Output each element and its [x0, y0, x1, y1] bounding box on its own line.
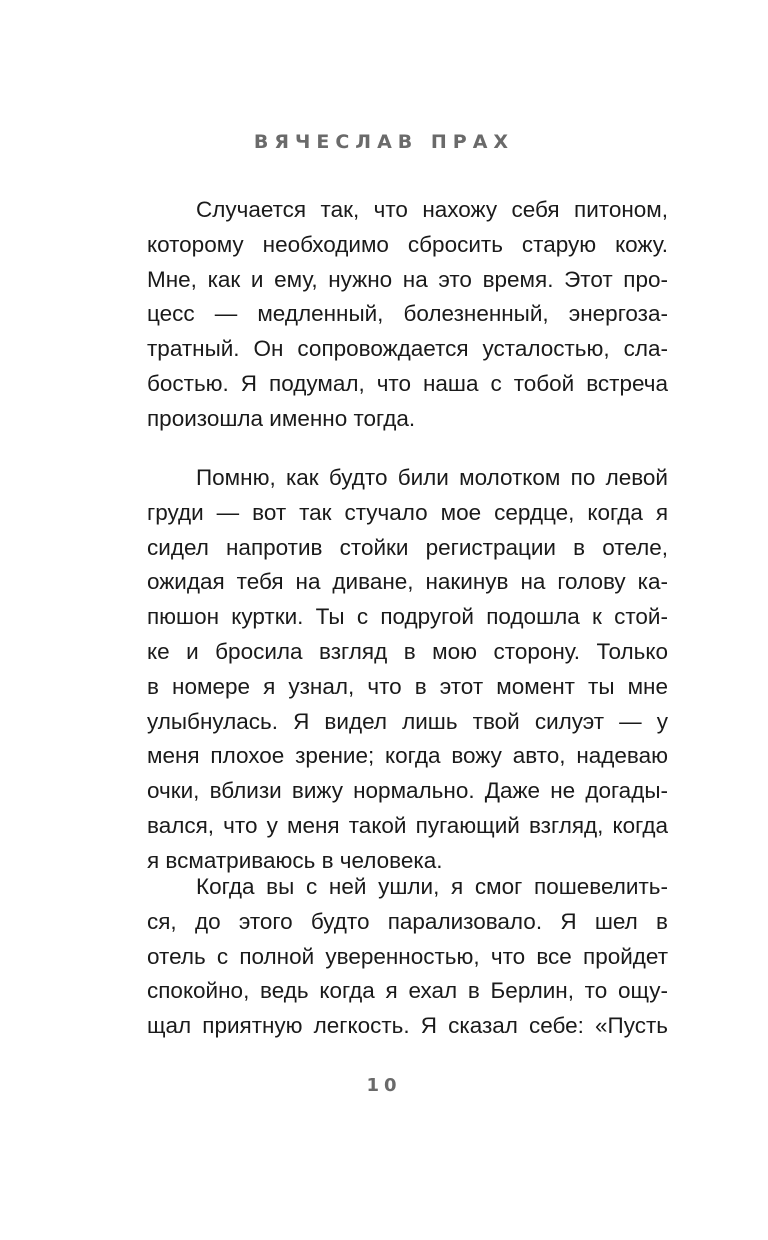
- text-line: бостью. Я подумал, что наша с тобой встреча: [147, 370, 668, 396]
- text-line: груди — вот так стучало мое сердце, когда я: [147, 499, 668, 525]
- text-line: сидел напротив стойки регистрации в отеле,: [147, 534, 668, 560]
- text-line: вался, что у меня такой пугающий взгляд, когда: [147, 812, 668, 838]
- text-line: щал приятную легкость. Я сказал себе: «Пусть: [147, 1013, 668, 1039]
- text-line: пюшон куртки. Ты с подругой подошла к стой-: [147, 604, 668, 630]
- text-line: Мне, как и ему, нужно на это время. Этот про-: [147, 266, 668, 292]
- text-line: Случается так, что нахожу себя питоном,: [196, 197, 668, 222]
- text-line: я всматриваюсь в человека.: [147, 847, 443, 873]
- text-line: произошла именно тогда.: [147, 405, 416, 431]
- text-line: отель с полной уверенностью, что все пройдет: [147, 943, 668, 969]
- running-head-author: ВЯЧЕСЛАВ ПРАХ: [253, 131, 515, 153]
- text-line: Помню, как будто били молотком по левой: [196, 465, 668, 490]
- text-line: которому необходимо сбросить старую кожу.: [147, 231, 668, 257]
- text-line: меня плохое зрение; когда вожу авто, надеваю: [147, 743, 668, 769]
- paragraph-1: [147, 193, 668, 437]
- text-line: ожидая тебя на диване, накинув на голову ка-: [147, 569, 668, 595]
- text-line: ся, до этого будто парализовало. Я шел в: [147, 908, 668, 934]
- paragraph-3: [147, 870, 668, 1044]
- page-number: 10: [366, 1075, 402, 1096]
- text-line: ке и бросила взгляд в мою сторону. Только: [147, 638, 668, 664]
- text-line: тратный. Он сопровождается усталостью, сла-: [147, 336, 668, 362]
- text-line: спокойно, ведь когда я ехал в Берлин, то ощу-: [147, 978, 668, 1004]
- paragraph-2: [147, 461, 668, 879]
- text-line: улыбнулась. Я видел лишь твой силуэт — у: [147, 708, 668, 734]
- text-line: очки, вблизи вижу нормально. Даже не догады-: [147, 778, 668, 804]
- text-line: Когда вы с ней ушли, я смог пошевелить-: [196, 874, 668, 899]
- text-line: в номере я узнал, что в этот момент ты мне: [147, 673, 668, 699]
- text-line: цесс — медленный, болезненный, энергоза-: [147, 301, 668, 327]
